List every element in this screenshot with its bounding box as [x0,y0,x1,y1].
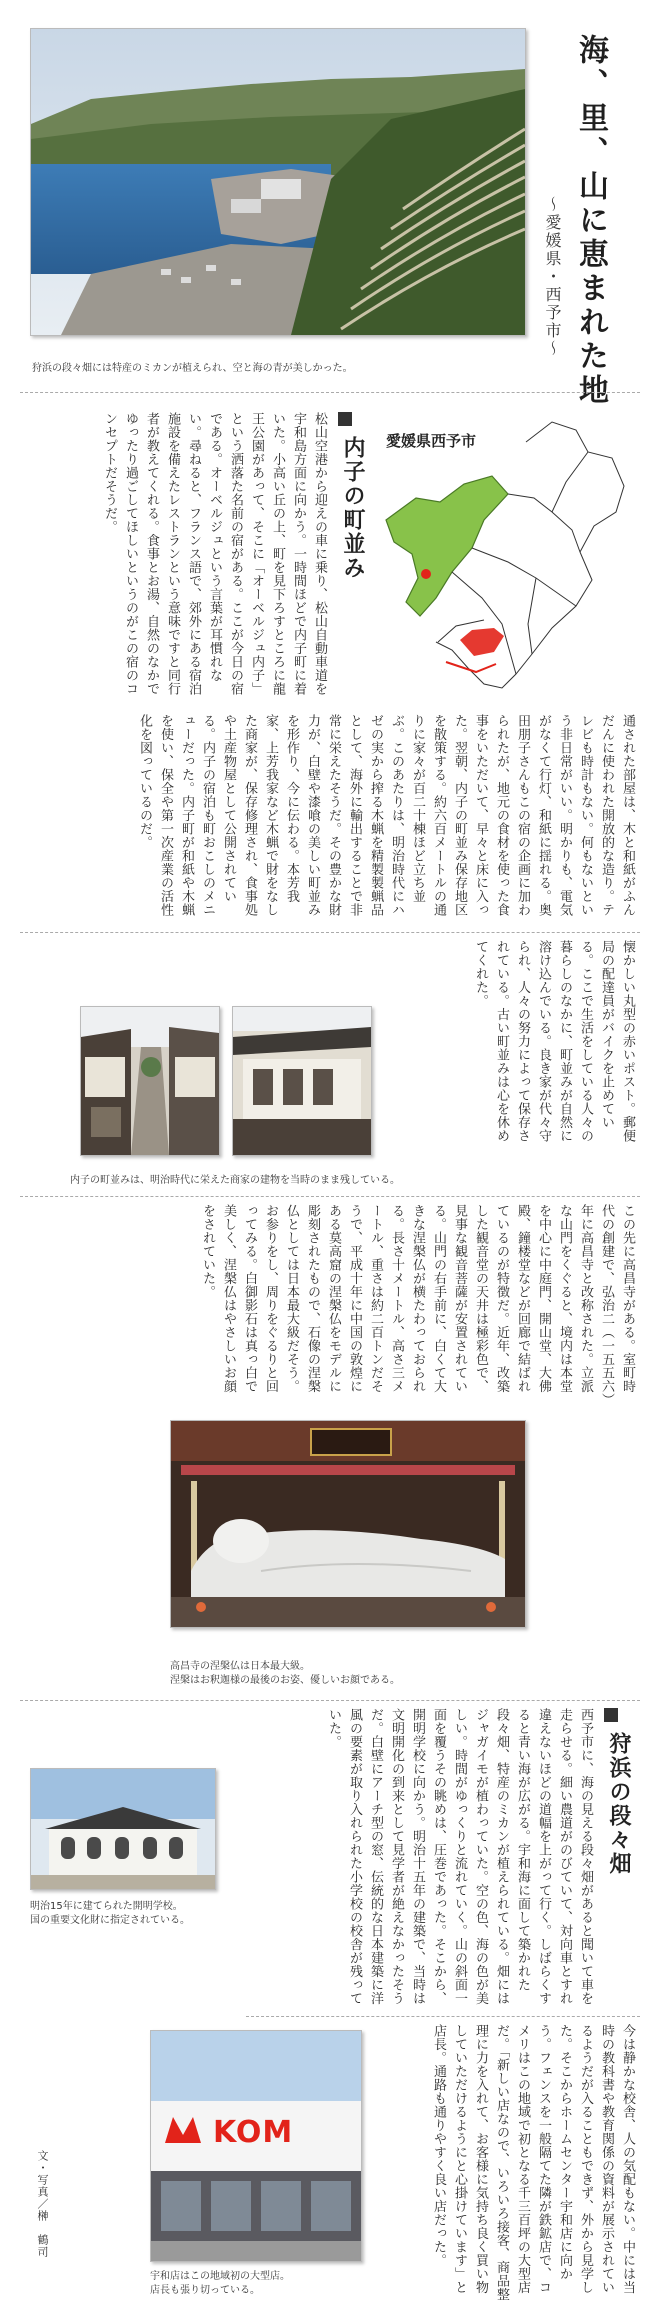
divider [20,1700,640,1701]
section1-heading [338,412,372,580]
section1-photo-caption: 内子の町並みは、明治時代に栄えた商家の建物を当時のまま残している。 [70,1175,400,1186]
credit: 文・写真／榊 鶴司 [36,2150,49,2258]
ehime-map [376,402,638,698]
divider [20,1196,640,1197]
section3-heading [604,1708,638,1876]
divider [20,392,640,393]
store-caption-line1: 宇和店はこの地域初の大型店。 [150,2271,290,2282]
store-sign: KOM [213,2115,294,2150]
hero-photo [30,28,526,336]
map-label: 愛媛県西予市 [386,432,477,450]
store-caption-line2: 店長も張り切っている。 [150,2285,260,2296]
section3-body-col2: 今は静かな校舎、人の気配もない。中には当時の教科書や教育関係の資料が展示されているようだが入ることもできず、外から見学した。そこからホームセンター宇和店に向かう。フェンスを一般隔てた隣が鉄鉱店で、コメリはこの地域で初となる千三百坪の大型店だ。「新しい店なので、いろいろ接客、商品整理に力を入れて、お客様に気持ち良く買い物していただけるようにと心掛けています」と店長。通路も通りやすく良い店だった。 [431,2024,635,2301]
section1-body-col2: 通された部屋は、木と和紙がふんだんに使われた開放的な造り。テレビも時計もない。何もないという非日常がいい。明かりも、電気がなくて行灯、和紙に揺れる。奥田朋子さんもこの宿の企画に加わられたが、地元の食材を使った食事をいただいて、早々と床に入った。翌朝、内子の町並み保存地区を散策する。約六百メートルの通りに家々が百二十棟ほど立ち並ぶ。このあたりは、明治時代にハゼの実から搾る木蝋を精製製蝋品として、海外に輸出することで非常に栄えたそうだ。その豊かな財力が、白壁や漆喰の美しい町並みを形作り、今に伝わる。本芳我家、上芳我家など木蝋で財をなした商家が、保存修理され、食事処や土産物屋として公開されている。内子の宿泊も町おこしのメニューだった。内子町が和紙や木蝋を使い、保全や第一次産業の活性化を図っているのだ。 [137,714,635,917]
heading-square-icon [604,1708,618,1722]
section2-body: この先に高昌寺がある。室町時代の創建で、弘治二（一五五六）年に高昌寺と改称された。立派な山門をくぐると、境内は本堂を中心に中庭門、開山堂、大佛殿、鐘楼堂などが回廊で結ばれているのが特徴だ。近年、改築した観音堂の天井は極彩色で、見事な観音菩薩が安置されている。山門の右手前に、白くて大きな涅槃仏が横たわっておられる。長さ十メートル、高さ三メートル、重さは約二百トンだそうで、平成十年に中国の敦煌にある莫高窟の涅槃仏をモデルに彫刻されたもので、石像の涅槃仏としては日本最大級だそう。お参りをし、周りをぐるりと回ってみる。白御影石は真っ白で美しく、涅槃仏はやさしいお顔をされていた。 [200,1204,635,1400]
hero-caption: 狩浜の段々畑には特産のミカンが植えられ、空と海の青が美しかった。 [32,363,353,374]
section1-heading-text: 内子の町並み [340,436,366,580]
divider [246,2016,640,2017]
section3-body-col1: 西予市に、海の見える段々畑があると聞いて車を走らせる。細い農道がのびていて、対向車とすれ違えないほどの道幅を上がって行く。しばらくすると青い海が広がる。宇和海に面して築かれた段々畑、特産のミカンが植えられている。畑にはジャガイモが植わっていた。空の色、海の色が美しい。時間がゆっくりと流れていく。山の斜面一面を覆うその眺めは、圧巻であった。そこから、開明学校に向かう。明治十五年の建築で、当時は文明開化の到来として見学者が絶えなかったそうだ。白壁にアーチ型の窓、伝統的な日本建築に洋風の要素が取り入れられた小学校の校舎が残っていた。 [326,1708,593,2005]
section1-body-col3: 懐かしい丸型の赤いポスト。郵便局の配達員がバイクを止めている。ここで生活をしている人々の暮らしのなかに、町並みが自然に溶け込んでいる。良き家が代々守られ、人々の努力によって保存されている。古い町並みは心を休めてくれた。 [473,940,635,1143]
kaimei-school-photo [30,1768,216,1890]
section1-body-col1: 松山空港から迎えの車に乗り、松山自動車道を宇和島方面に向かう。一時間ほどで内子町に着いた。小高い丘の上、町を見下ろすところに龍王公園があって、そこに「オーベルジュ内子」という洒落た名前の宿がある。ここが今日の宿である。オーベルジュという言葉が耳慣れない。尋ねると、フランス語で、郊外にある宿泊施設を備えたレストランという意味ですと同行者が教えてくれる。食事とお湯、自然のなかでゆったり過ごしてほしいというのがこの宿のコンセプトだそうだ。 [102,412,327,696]
komeri-store-photo [150,2030,362,2262]
section3-heading-text: 狩浜の段々畑 [606,1732,632,1876]
coast-terrace-image [31,29,525,335]
hero-title: 海、里、山に恵まれた地 [573,34,608,408]
school-caption-line1: 明治15年に建てられた開明学校。 [30,1901,183,1912]
section2-photo-caption-line2: 涅槃はお釈迦様の最後のお姿、優しいお顔である。 [170,1675,400,1686]
divider [20,932,640,933]
nirvana-buddha-photo [170,1420,526,1628]
uchiko-street-photo-2 [232,1006,372,1156]
hero-subtitle: ～愛媛県・西予市～ [543,196,562,358]
school-caption-line2: 国の重要文化財に指定されている。 [30,1915,190,1926]
uchiko-street-photo-1 [80,1006,220,1156]
heading-square-icon [338,412,352,426]
section2-photo-caption-line1: 高昌寺の涅槃仏は日本最大級。 [170,1661,310,1672]
